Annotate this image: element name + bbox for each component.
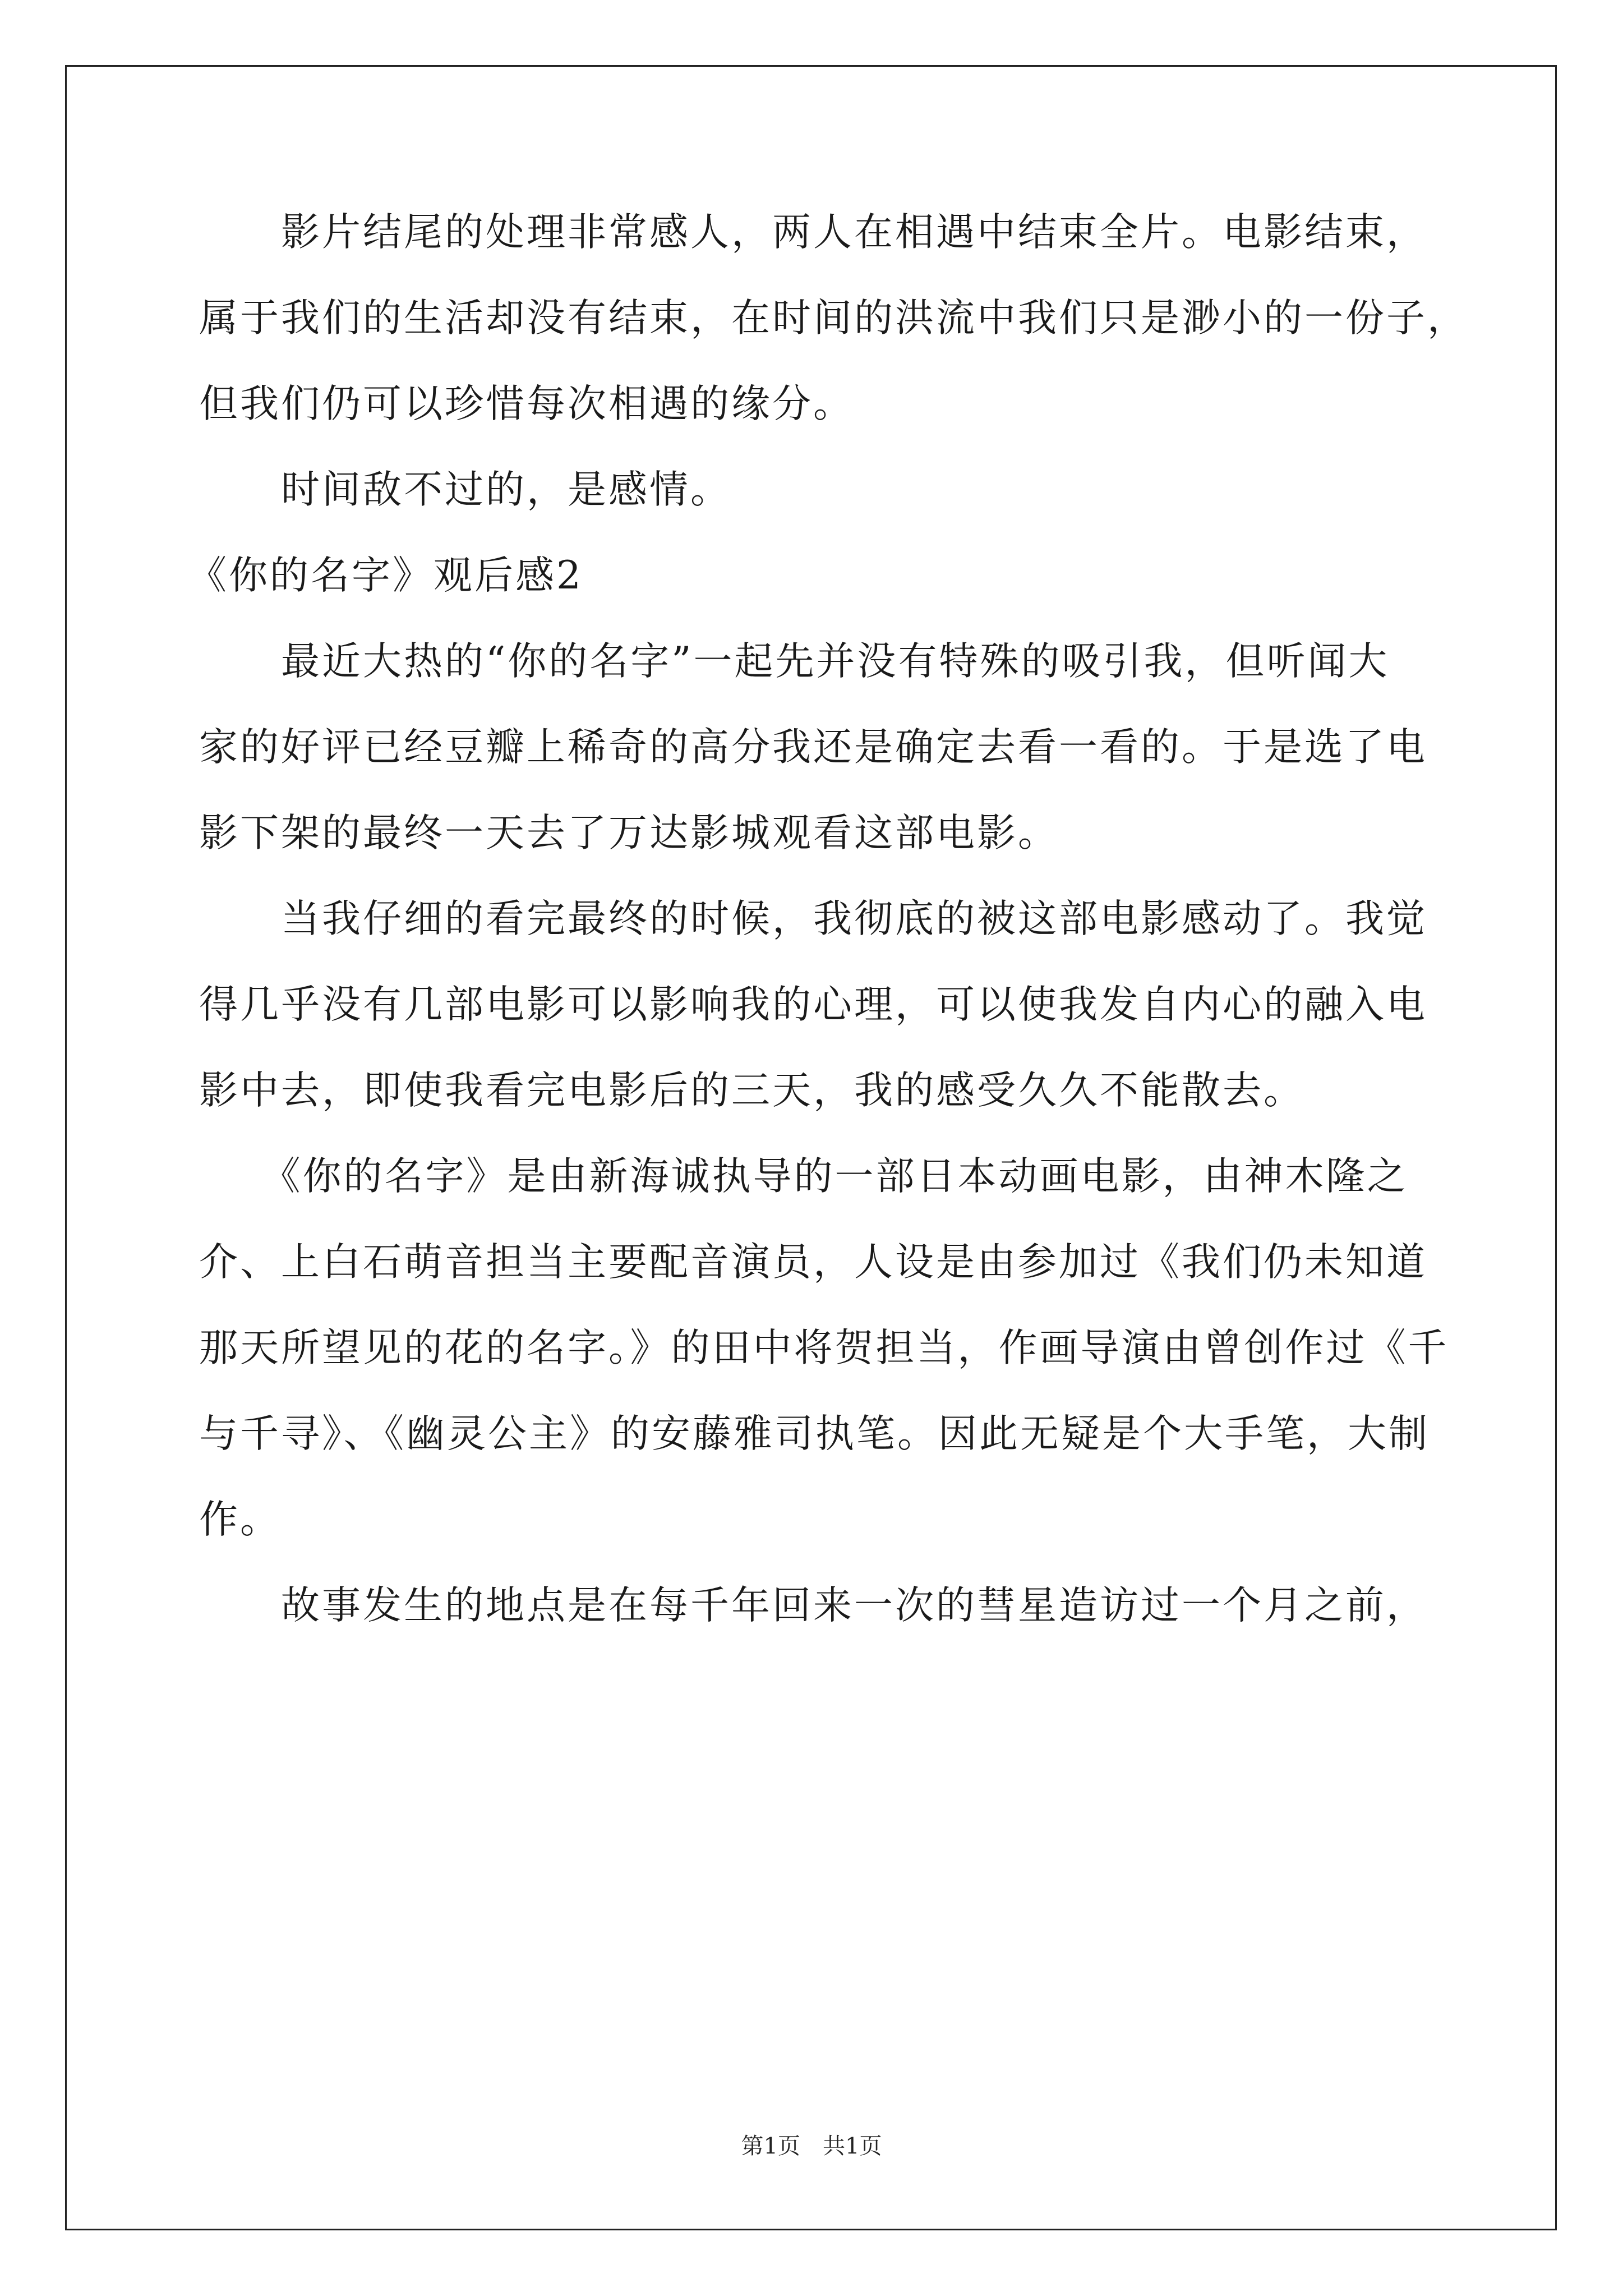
text-line: 得几乎没有几部电影可以影响我的心理，可以使我发自内心的融入电 <box>199 982 1427 1027</box>
text-line: 影下架的最终一天去了万达影城观看这部电影。 <box>199 811 1059 855</box>
text-line: 但我们仍可以珍惜每次相遇的缘分。 <box>199 381 854 426</box>
page-footer: 第1页 共1页 <box>741 2133 882 2159</box>
section-heading: 《你的名字》观后感2 <box>188 553 583 598</box>
text-line: 影片结尾的处理非常感人，两人在相遇中结束全片。电影结束， <box>199 210 1427 255</box>
text-line: 属于我们的生活却没有结束，在时间的洪流中我们只是渺小的一份子， <box>199 296 1468 341</box>
text-line: 最近大热的“你的名字”一起先并没有特殊的吸引我，但听闻大 <box>199 639 1390 684</box>
text-line: 故事发生的地点是在每千年回来一次的彗星造访过一个月之前， <box>199 1583 1427 1628</box>
text-line: 那天所望见的花的名字。》的田中将贺担当，作画导演由曾创作过《千 <box>199 1326 1449 1370</box>
text-line: 作。 <box>199 1497 281 1542</box>
text-line: 当我仔细的看完最终的时候，我彻底的被这部电影感动了。我觉 <box>199 896 1427 941</box>
text-line: 影中去，即使我看完电影后的三天，我的感受久久不能散去。 <box>199 1068 1304 1113</box>
text-line: 家的好评已经豆瓣上稀奇的高分我还是确定去看一看的。于是选了电 <box>199 725 1427 770</box>
text-line: 介、上白石萌音担当主要配音演员，人设是由参加过《我们仍未知道 <box>199 1240 1427 1285</box>
text-line: 时间敌不过的，是感情。 <box>199 467 731 512</box>
text-line: 《你的名字》是由新海诚执导的一部日本动画电影，由神木隆之 <box>199 1154 1408 1199</box>
text-line: 与千寻》、《幽灵公主》的安藤雅司执笔。因此无疑是个大手笔，大制 <box>199 1411 1430 1456</box>
